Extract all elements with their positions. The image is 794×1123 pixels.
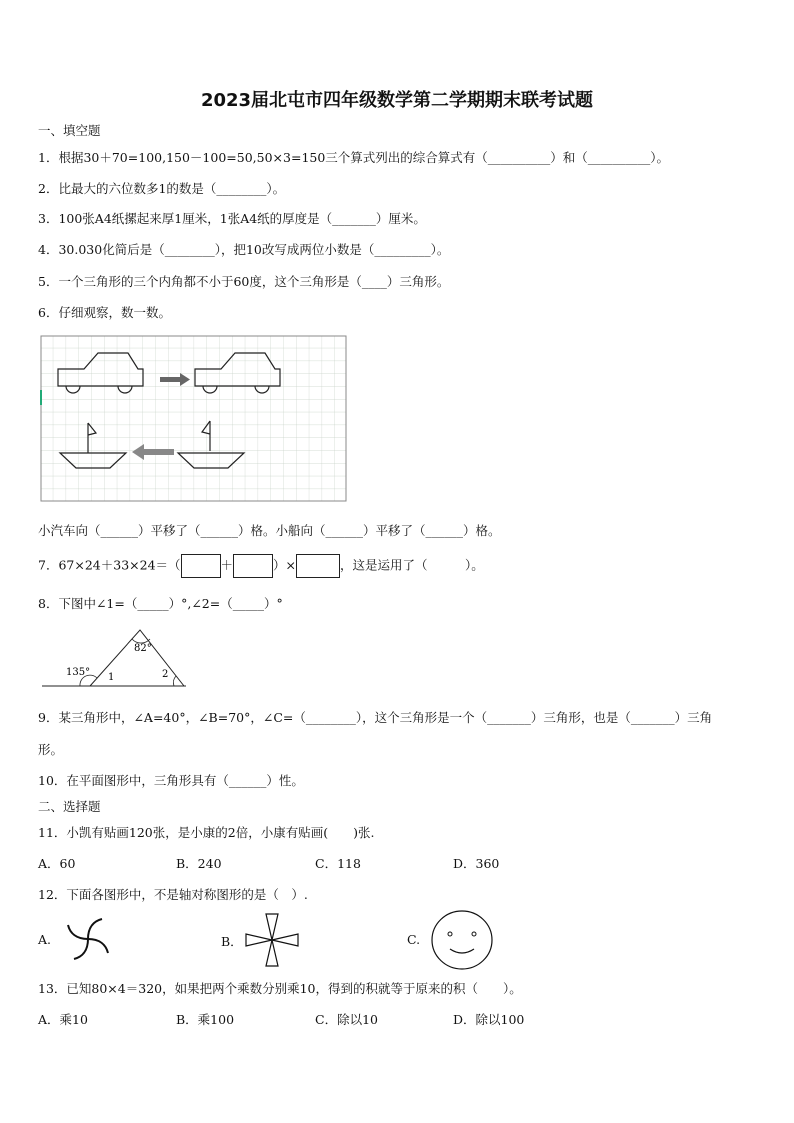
q11-option-c[interactable]: C．118 bbox=[315, 856, 361, 871]
section-heading-choice: 二、选择题 bbox=[38, 799, 101, 814]
q13-option-c[interactable]: C．除以10 bbox=[315, 1012, 378, 1027]
q12-option-a[interactable]: A. bbox=[38, 932, 52, 947]
pinwheel-icon bbox=[60, 915, 116, 963]
question-6: 6．仔细观察，数一数。 bbox=[38, 305, 171, 320]
question-4: 4．30.030化简后是（________），把10改写成两位小数是（_________）。 bbox=[38, 242, 450, 257]
question-11: 11．小凯有贴画120张，是小康的2倍，小康有贴画( )张. bbox=[38, 825, 375, 840]
question-9-cont: 形。 bbox=[38, 742, 64, 757]
question-3: 3．100张A4纸摞起来厚1厘米，1张A4纸的厚度是（_______）厘米。 bbox=[38, 211, 426, 226]
question-2: 2．比最大的六位数多1的数是（________）。 bbox=[38, 181, 286, 196]
question-10: 10．在平面图形中，三角形具有（______）性。 bbox=[38, 773, 304, 788]
triangle-angle-figure bbox=[40, 624, 190, 690]
page-title: 2023届北屯市四年级数学第二学期期末联考试题 bbox=[200, 90, 594, 111]
angle-top-label: 82° bbox=[134, 643, 152, 654]
q13-option-b[interactable]: B．乘100 bbox=[176, 1012, 235, 1027]
smiley-face-icon bbox=[430, 909, 494, 971]
question-1: 1．根据30＋70=100,150－100=50,50×3=150三个算式列出的综合算式有（__________）和（__________）。 bbox=[38, 150, 670, 165]
q13-option-a[interactable]: A．乘10 bbox=[38, 1012, 88, 1027]
question-13: 13．已知80×4＝320，如果把两个乘数分别乘10，得到的积就等于原来的积（ ）。 bbox=[38, 981, 522, 996]
angle-2-label: 2 bbox=[162, 669, 169, 680]
question-9: 9．某三角形中，∠A=40°，∠B=70°，∠C=（________），这个三角形是一个（_______）三角形，也是（_______）三角 bbox=[38, 710, 713, 725]
answer-box-1[interactable] bbox=[181, 554, 221, 578]
q7-suffix: ，这是运用了（ ）。 bbox=[340, 557, 484, 573]
question-7 bbox=[38, 554, 484, 578]
question-12: 12．下面各图形中，不是轴对称图形的是（ ）. bbox=[38, 887, 308, 902]
q12-option-c[interactable]: C. bbox=[407, 932, 421, 947]
translation-grid-figure bbox=[40, 335, 348, 503]
q7-prefix: 7．67×24＋33×24＝（ bbox=[38, 557, 181, 573]
angle-1-label: 1 bbox=[108, 672, 115, 683]
q7-close: ）× bbox=[273, 557, 297, 573]
plus-sign: ＋ bbox=[220, 557, 234, 573]
answer-box-3[interactable] bbox=[296, 554, 340, 578]
q11-option-d[interactable]: D．360 bbox=[453, 856, 500, 871]
section-heading-fill-in: 一、填空题 bbox=[38, 123, 101, 138]
q13-option-d[interactable]: D．除以100 bbox=[453, 1012, 525, 1027]
question-5: 5．一个三角形的三个内角都不小于60度，这个三角形是（____）三角形。 bbox=[38, 274, 450, 289]
q12-option-b[interactable]: B． bbox=[221, 934, 243, 949]
angle-exterior-label: 135° bbox=[66, 667, 91, 678]
question-8: 8．下图中∠1=（_____）°,∠2=（_____）° bbox=[38, 596, 283, 611]
cross-propeller-icon bbox=[244, 912, 300, 968]
q11-option-a[interactable]: A．60 bbox=[38, 856, 76, 871]
question-6-answer: 小汽车向（______）平移了（______）格。小船向（______）平移了（______）格。 bbox=[38, 523, 501, 538]
answer-box-2[interactable] bbox=[233, 554, 273, 578]
q11-option-b[interactable]: B．240 bbox=[176, 856, 222, 871]
